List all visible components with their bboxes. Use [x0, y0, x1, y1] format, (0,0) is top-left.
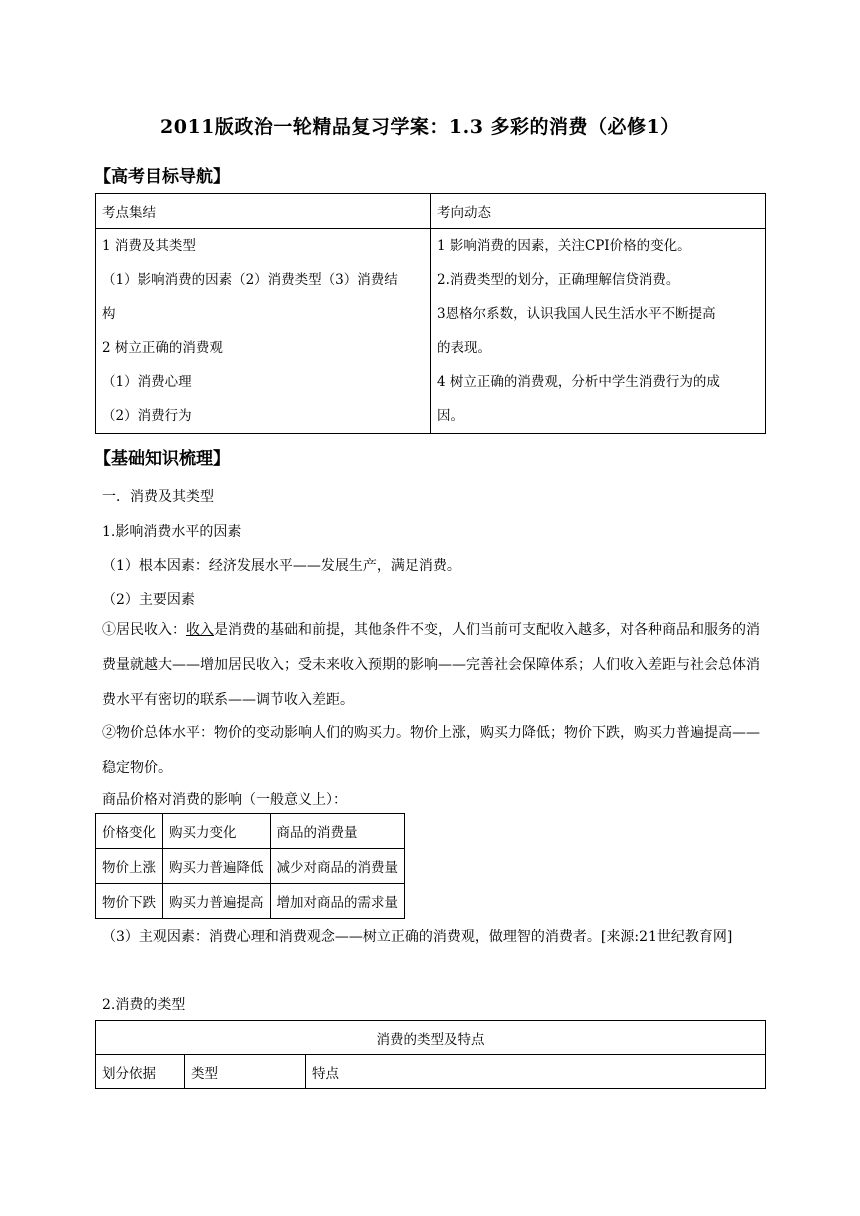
- income-underlined: 收入: [186, 622, 214, 638]
- subjective-factor-paragraph: （3）主观因素：消费心理和消费观念——树立正确的消费观，做理智的消费者。[来源:21世纪教育网]: [102, 929, 733, 945]
- cell-line: 构: [102, 306, 116, 322]
- table-cell: 物价上涨: [96, 849, 163, 884]
- cell-line: （1）影响消费的因素（2）消费类型（3）消费结: [102, 272, 398, 288]
- table-cell: [431, 229, 766, 434]
- outline-item: 一．消费及其类型: [102, 489, 214, 505]
- section-heading-goals: 【高考目标导航】: [94, 167, 230, 187]
- price-effect-table: [95, 813, 405, 919]
- cell-line: 3恩格尔系数，认识我国人民生活水平不断提高: [437, 306, 716, 322]
- table-header-cell: 考向动态: [431, 194, 766, 229]
- cell-line: （2）消费行为: [102, 408, 192, 424]
- cell-line: 2 树立正确的消费观: [102, 340, 223, 356]
- table-header-cell: 价格变化: [96, 814, 163, 849]
- table-row: [96, 884, 405, 919]
- income-rest: 是消费的基础和前提，其他条件不变，人们当前可支配收入越多，对各种商品和服务的消费量就越大——增加居民收入；受未来收入预期的影响——完善社会保障体系；人们收入差距与社会总体消费水平有密切的联系——调节收入差距。: [102, 622, 760, 708]
- table-cell: 购买力普遍提高: [163, 884, 271, 919]
- outline-item: 1.影响消费水平的因素: [102, 524, 242, 540]
- cell-line: （1）消费心理: [102, 374, 192, 390]
- table-row: [96, 229, 766, 434]
- table-row: [96, 1021, 766, 1055]
- cell-line: 1 消费及其类型: [102, 238, 196, 254]
- income-prefix: ①居民收入：: [102, 622, 186, 638]
- table-header-cell: 考点集结: [96, 194, 431, 229]
- table-header-cell: 类型: [185, 1055, 306, 1089]
- table-cell: 购买力普遍降低: [163, 849, 271, 884]
- price-table-caption: 商品价格对消费的影响（一般意义上）：: [102, 792, 347, 808]
- document-title: 2011版政治一轮精品复习学案：1.3 多彩的消费（必修1）: [160, 116, 680, 138]
- exam-goals-table: [95, 193, 766, 434]
- table-header-cell: 特点: [306, 1055, 766, 1089]
- cell-line: 4 树立正确的消费观，分析中学生消费行为的成: [437, 374, 720, 390]
- price-paragraph: ②物价总体水平：物价的变动影响人们的购买力。物价上涨，购买力降低；物价下跌，购买力普遍提高——稳定物价。: [102, 725, 760, 776]
- table-cell: 增加对商品的需求量: [270, 884, 405, 919]
- table-row: [96, 1055, 766, 1089]
- cell-line: 1 影响消费的因素，关注CPI价格的变化。: [437, 238, 691, 254]
- outline-item: （2）主要因素: [102, 592, 195, 608]
- table-title-cell: 消费的类型及特点: [96, 1021, 766, 1055]
- table-header-cell: 划分依据: [96, 1055, 185, 1089]
- table-header-cell: 商品的消费量: [270, 814, 405, 849]
- cell-line: 的表现。: [437, 340, 491, 356]
- table-row: [96, 194, 766, 229]
- table-cell: [96, 229, 431, 434]
- income-paragraph: [102, 613, 762, 718]
- outline-item: （1）根本因素：经济发展水平——发展生产，满足消费。: [102, 558, 461, 574]
- outline-item: 2.消费的类型: [102, 997, 186, 1013]
- table-cell: 物价下跌: [96, 884, 163, 919]
- table-cell: 减少对商品的消费量: [270, 849, 405, 884]
- table-row: [96, 849, 405, 884]
- table-header-cell: 购买力变化: [163, 814, 271, 849]
- consumption-types-table: [95, 1020, 766, 1089]
- section-heading-basics: 【基础知识梳理】: [94, 449, 230, 469]
- table-row: [96, 814, 405, 849]
- cell-line: 因。: [437, 408, 464, 424]
- cell-line: 2.消费类型的划分，正确理解信贷消费。: [437, 272, 680, 288]
